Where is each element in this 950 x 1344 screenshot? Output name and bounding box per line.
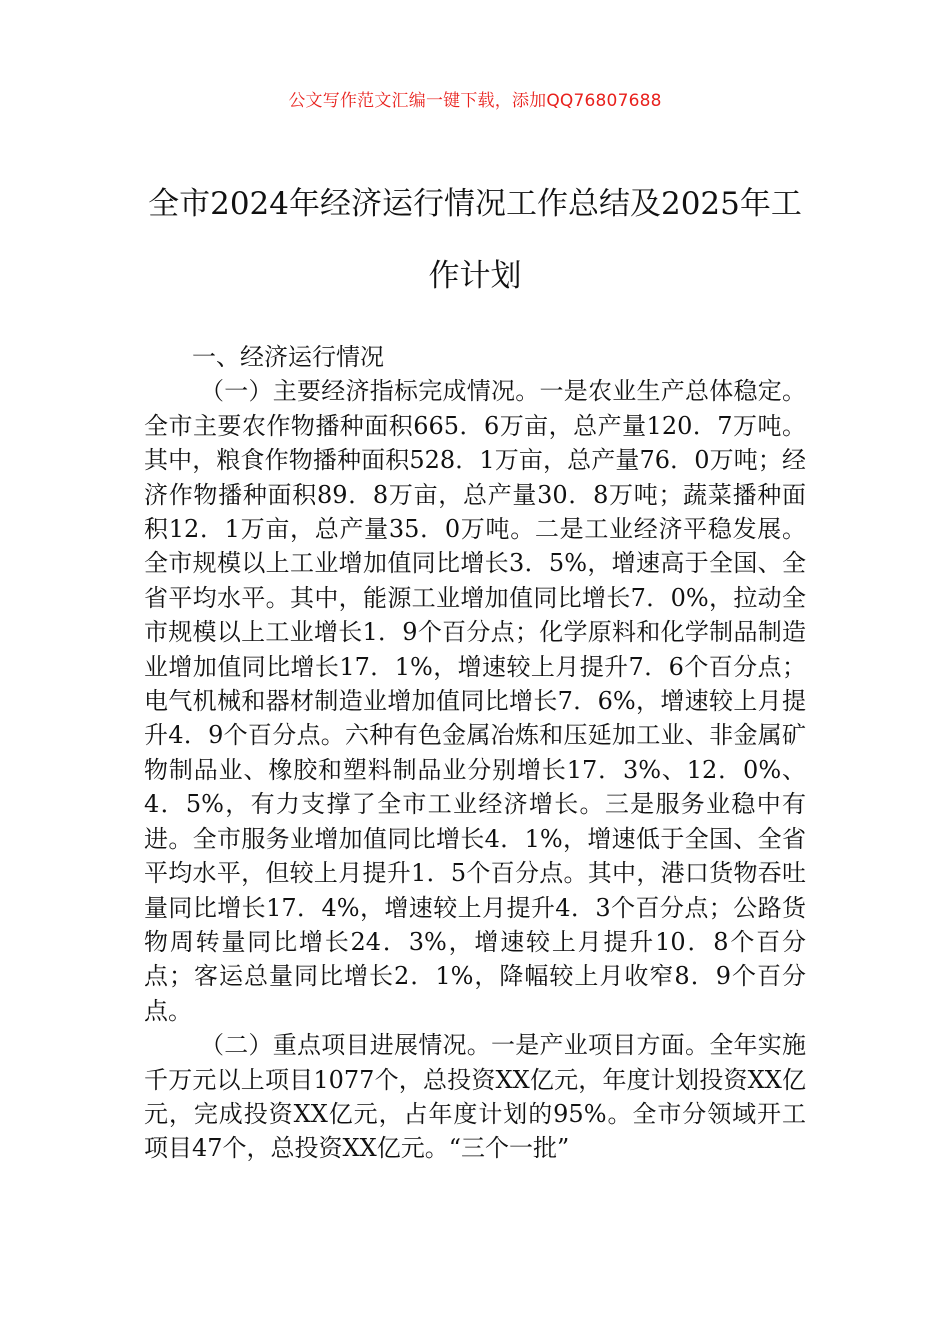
document-body xyxy=(144,340,806,1166)
paragraph: （二）重点项目进展情况。一是产业项目方面。全年实施千万元以上项目1077个，总投资XX亿元，年度计划投资XX亿元，完成投资XX亿元，占年度计划的95%。全市分领域开工项目47个，总投资XX亿元。“三个一批” xyxy=(144,1031,806,1163)
section-heading: 一、经济运行情况 xyxy=(192,343,384,371)
download-banner: 公文写作范文汇编一键下载，添加QQ76807688 xyxy=(288,91,662,111)
document-title: 全市2024年经济运行情况工作总结及2025年工作计划 xyxy=(148,186,802,294)
paragraph: （一）主要经济指标完成情况。一是农业生产总体稳定。全市主要农作物播种面积665．6万亩，总产量120．7万吨。其中，粮食作物播种面积528．1万亩，总产量76．0万吨；经济作物播种面积89．8万亩，总产量30．8万吨；蔬菜播种面积12．1万亩，总产量35．0万吨。二是工业经济平稳发展。全市规模以上工业增加值同比增长3．5%，增速高于全国、全省平均水平。其中，能源工业增加值同比增长7．0%，拉动全市规模以上工业增长1．9个百分点；化学原料和化学制品制造业增加值同比增长17．1%，增速较上月提升7．6个百分点；电气机械和器材制造业增加值同比增长7．6%，增速较上月提升4．9个百分点。六种有色金属冶炼和压延加工业、非金属矿物制品业、橡胶和塑料制品业分别增长17．3%、12．0%、4．5%，有力支撑了全市工业经济增长。三是服务业稳中有进。全市服务业增加值同比增长4．1%，增速低于全国、全省平均水平，但较上月提升1．5个百分点。其中，港口货物吞吐量同比增长17．4%，增速较上月提升4．3个百分点；公路货物周转量同比增长24．3%，增速较上月提升10．8个百分点；客运总量同比增长2．1%，降幅较上月收窄8．9个百分点。 xyxy=(144,377,806,1025)
